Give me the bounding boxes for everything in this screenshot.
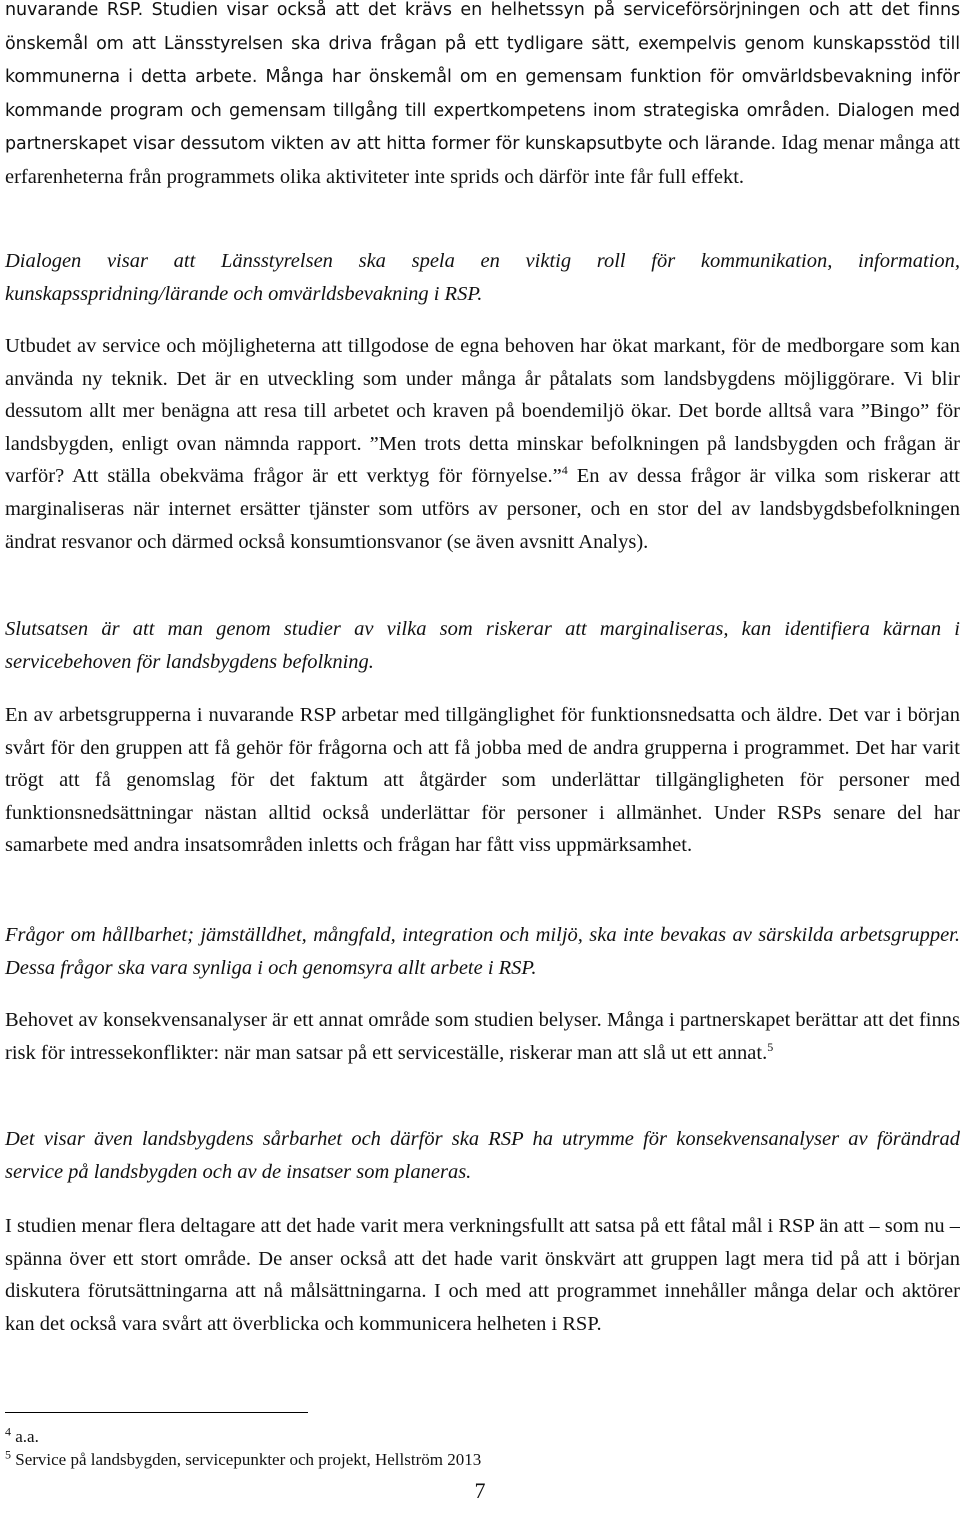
paragraph-9: I studien menar flera deltagare att det hade varit mera verkningsfullt att satsa på ett fåtal mål i RSP än att – som nu – spänna över ett stort område. De anser också att det hade varit önskvärt att gruppen lagt mera tid på att i början diskutera förutsättningarna att nå målsättningarna. I och med att programmet innehåller många delar och aktörer kan det också vara svårt att överblicka och kommunicera helheten i RSP. xyxy=(5,1215,960,1335)
footnote-5-number: 5 xyxy=(5,1447,11,1462)
footnote-4-number: 4 xyxy=(5,1424,11,1439)
paragraph-5: En av arbetsgrupperna i nuvarande RSP arbetar med tillgänglighet för funktionsnedsatta och äldre. Det var i början svårt för den gruppen att få gehör för frågorna och att få jobba med de andra grupperna i programmet. Det har varit trögt att få genomslag för det faktum att åtgärder som underlättar tillgängligheten för personer med funktionsnedsättningar nästan alltid också underlättar för personer i allmänhet. Under RSPs senare del har samarbete med andra insatsområden inletts och frågan har fått viss uppmärksamhet. xyxy=(5,704,960,857)
paragraph-4-italic: Slutsatsen är att man genom studier av vilka som riskerar att marginaliseras, kan identifiera kärnan i servicebehoven för landsbygdens befolkning. xyxy=(5,618,960,673)
paragraph-8-italic: Det visar även landsbygdens sårbarhet och därför ska RSP ha utrymme för konsekvensanalyser av förändrad service på landsbygden och av de insatser som planeras. xyxy=(5,1128,960,1183)
paragraph-1-part-b: Många har önskemål om en gemensam funktion för omvärldsbevakning inför kommande program och gemensam tillgång till expertkompetens inom strategiska områden. xyxy=(5,67,960,121)
paragraph-3-part-a: Utbudet av service och möjligheterna att tillgodose de egna behoven har ökat markant, för de medborgare som kan använda ny teknik. Det är en utveckling som under många år påtalats som landsbygdens möjliggörare. Vi blir dessutom allt mer benägna att resa till arbetet och kraven på boendemiljö ökar. Det borde alltså vara ”Bingo” för landsbygden, enligt ovan nämnda rapport. ”Men trots detta minskar befolkningen på landsbygden och frågan är varför? Att ställa obekväma frågor är ett verktyg för förnyelse.” xyxy=(5,335,960,488)
paragraph-1-part-d: Idag menar många att erfarenheterna från programmets olika aktiviteter inte sprids och därför inte får full effekt. xyxy=(5,132,960,188)
paragraph-2-italic: Dialogen visar att Länsstyrelsen ska spela en viktig roll för kommunikation, information, kunskapsspridning/lärande och omvärldsbevakning i RSP. xyxy=(5,250,960,305)
paragraph-7-text: Behovet av konsekvensanalyser är ett annat område som studien belyser. Många i partnerskapet berättar att det finns risk för intressekonflikter: när man satsar på ett serviceställe, riskerar man att slå ut ett annat. xyxy=(5,1009,960,1064)
paragraph-3 xyxy=(5,330,960,558)
footnote-4 xyxy=(5,1426,39,1448)
paragraph-1 xyxy=(5,0,960,194)
footnote-5 xyxy=(5,1449,481,1471)
footnote-4-text: a.a. xyxy=(11,1427,39,1446)
paragraph-7 xyxy=(5,1004,960,1069)
footnote-ref-5[interactable]: 5 xyxy=(767,1039,774,1054)
paragraph-6-italic: Frågor om hållbarhet; jämställdhet, mångfald, integration och miljö, ska inte bevakas av särskilda arbetsgrupper. Dessa frågor ska vara synliga i och genomsyra allt arbete i RSP. xyxy=(5,924,960,979)
footnote-5-text: Service på landsbygden, servicepunkter och projekt, Hellström 2013 xyxy=(11,1450,482,1469)
paragraph-1-part-a: nuvarande RSP. Studien visar också att det krävs en helhetssyn på serviceförsörjningen och att det finns önskemål om att Länsstyrelsen ska driva frågan på ett tydligare sätt, exempelvis genom kunskapsstöd till kommunerna i detta arbete. xyxy=(5,0,960,88)
page-number: 7 xyxy=(474,1478,486,1503)
footnote-ref-4[interactable]: 4 xyxy=(561,463,568,478)
footnote-divider xyxy=(5,1412,308,1413)
paragraph-1-part-c: Dialogen med partnerskapet visar dessutom vikten av att hitta former för kunskapsutbyte och lärande. xyxy=(5,100,960,155)
paragraph-3-part-b: En av dessa frågor är vilka som riskerar att marginaliseras när internet ersätter tjänster som utförs av personer, och en stor del av landsbygdsbefolkningen ändrat resvanor och därmed också konsumtionsvanor (se även avsnitt Analys). xyxy=(5,465,960,553)
